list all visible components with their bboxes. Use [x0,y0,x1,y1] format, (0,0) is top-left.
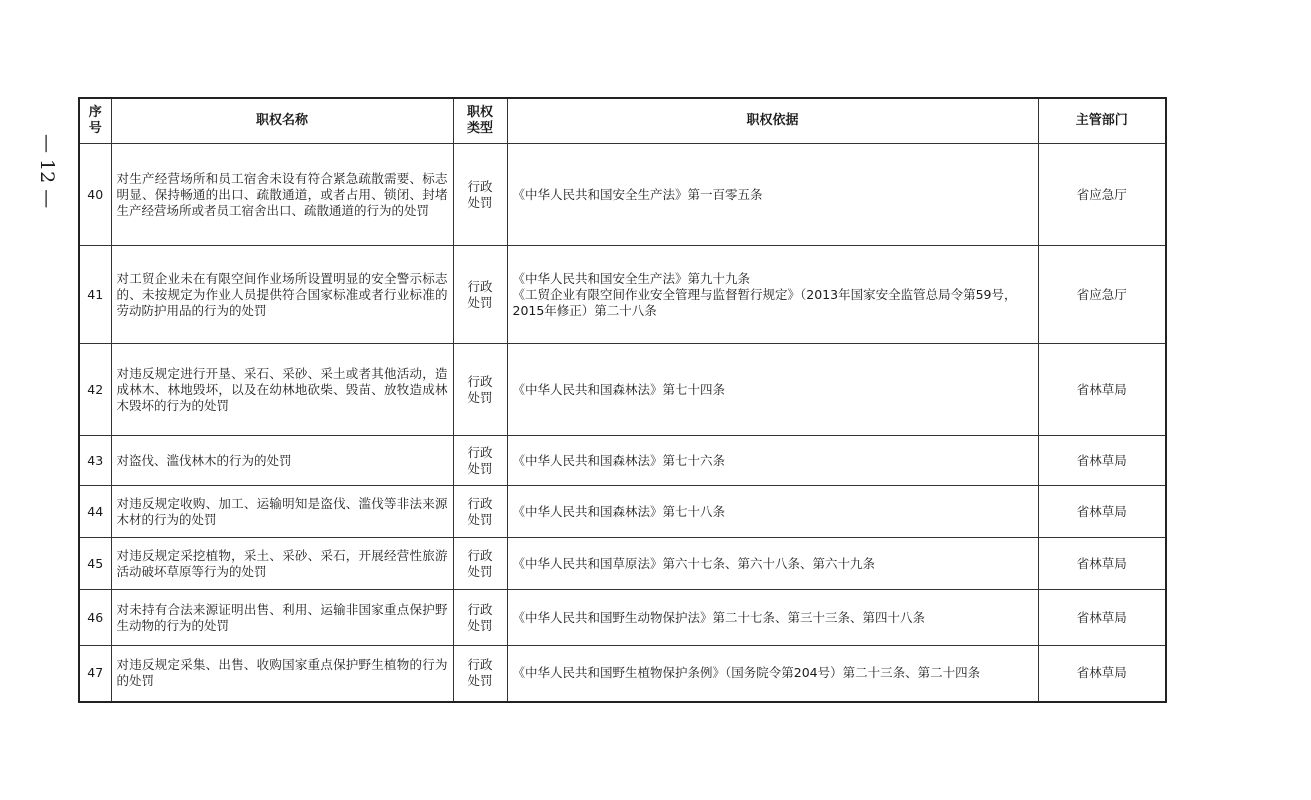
row-basis-line: 《中华人民共和国野生植物保护条例》（国务院令第204号）第二十三条、第二十四条 [512,665,981,681]
header-name: 职权名称 [111,98,453,144]
row-dept: 省林草局 [1038,486,1166,538]
table-row [79,486,1166,538]
row-basis [507,646,1038,702]
row-basis-line: 《中华人民共和国森林法》第七十六条 [512,452,726,468]
row-type [453,436,507,486]
row-type-line2: 处罚 [467,389,493,405]
header-dept: 主管部门 [1038,98,1166,144]
table-header-row [79,98,1166,144]
row-type-line2: 处罚 [467,617,493,633]
table-row [79,344,1166,436]
row-type [453,344,507,436]
row-basis-line: 《中华人民共和国森林法》第七十四条 [512,381,726,397]
row-basis-line: 《工贸企业有限空间作业安全管理与监督暂行规定》（2013年国家安全监管总局令第59号，2015年修正）第二十八条 [512,286,1017,318]
row-type-line1: 行政 [467,601,493,617]
row-name: 对生产经营场所和员工宿舍未设有符合紧急疏散需要、标志明显、保持畅通的出口、疏散通道，或者占用、锁闭、封堵生产经营场所或者员工宿舍出口、疏散通道的行为的处罚 [111,144,453,246]
header-no: 序号 [79,98,111,144]
row-type [453,486,507,538]
row-no: 43 [79,436,111,486]
row-basis-line: 《中华人民共和国草原法》第六十七条、第六十八条、第六十九条 [512,555,876,571]
row-type-line2: 处罚 [467,194,493,210]
header-type-line2: 类型 [466,121,493,136]
row-name: 对未持有合法来源证明出售、利用、运输非国家重点保护野生动物的行为的处罚 [111,590,453,646]
row-type-line1: 行政 [467,547,493,563]
row-type [453,646,507,702]
row-type-line2: 处罚 [467,294,493,310]
header-type [453,98,507,144]
row-basis [507,486,1038,538]
row-basis [507,144,1038,246]
row-type [453,590,507,646]
row-basis-line: 《中华人民共和国安全生产法》第九十九条 [512,270,751,286]
row-type [453,246,507,344]
row-type-line1: 行政 [467,178,493,194]
row-type-line2: 处罚 [467,563,493,579]
row-dept: 省林草局 [1038,344,1166,436]
page-number: — 12 — [36,134,58,209]
table-row [79,538,1166,590]
row-basis [507,246,1038,344]
row-name: 对违反规定采集、出售、收购国家重点保护野生植物的行为的处罚 [111,646,453,702]
row-no: 42 [79,344,111,436]
row-dept: 省林草局 [1038,590,1166,646]
row-basis-line: 《中华人民共和国野生动物保护法》第二十七条、第三十三条、第四十八条 [512,609,926,625]
row-no: 46 [79,590,111,646]
row-type-line1: 行政 [467,657,493,673]
row-dept: 省应急厅 [1038,246,1166,344]
authority-table [78,97,1167,703]
row-basis [507,538,1038,590]
row-name: 对违反规定收购、加工、运输明知是盗伐、滥伐等非法来源木材的行为的处罚 [111,486,453,538]
table-row [79,436,1166,486]
row-name: 对违反规定进行开垦、采石、采砂、采土或者其他活动，造成林木、林地毁坏，以及在幼林地砍柴、毁苗、放牧造成林木毁坏的行为的处罚 [111,344,453,436]
row-type-line1: 行政 [467,278,493,294]
row-type-line1: 行政 [467,495,493,511]
row-name: 对盗伐、滥伐林木的行为的处罚 [111,436,453,486]
row-type [453,144,507,246]
row-no: 47 [79,646,111,702]
row-type-line1: 行政 [467,373,493,389]
row-basis-line: 《中华人民共和国安全生产法》第一百零五条 [512,186,763,202]
row-basis [507,590,1038,646]
row-basis [507,344,1038,436]
table-row [79,246,1166,344]
row-name: 对工贸企业未在有限空间作业场所设置明显的安全警示标志的、未按规定为作业人员提供符合国家标准或者行业标准的劳动防护用品的行为的处罚 [111,246,453,344]
row-no: 41 [79,246,111,344]
row-basis-line: 《中华人民共和国森林法》第七十八条 [512,503,726,519]
row-dept: 省应急厅 [1038,144,1166,246]
row-no: 45 [79,538,111,590]
table-row [79,144,1166,246]
row-dept: 省林草局 [1038,436,1166,486]
row-type-line1: 行政 [467,444,493,460]
row-dept: 省林草局 [1038,538,1166,590]
table-row [79,646,1166,702]
row-type [453,538,507,590]
header-type-line1: 职权 [466,105,493,120]
row-type-line2: 处罚 [467,511,493,527]
row-type-line2: 处罚 [467,673,493,689]
row-basis [507,436,1038,486]
row-name: 对违反规定采挖植物，采土、采砂、采石，开展经营性旅游活动破坏草原等行为的处罚 [111,538,453,590]
header-basis: 职权依据 [507,98,1038,144]
row-no: 44 [79,486,111,538]
table-row [79,590,1166,646]
row-no: 40 [79,144,111,246]
row-type-line2: 处罚 [467,460,493,476]
row-dept: 省林草局 [1038,646,1166,702]
